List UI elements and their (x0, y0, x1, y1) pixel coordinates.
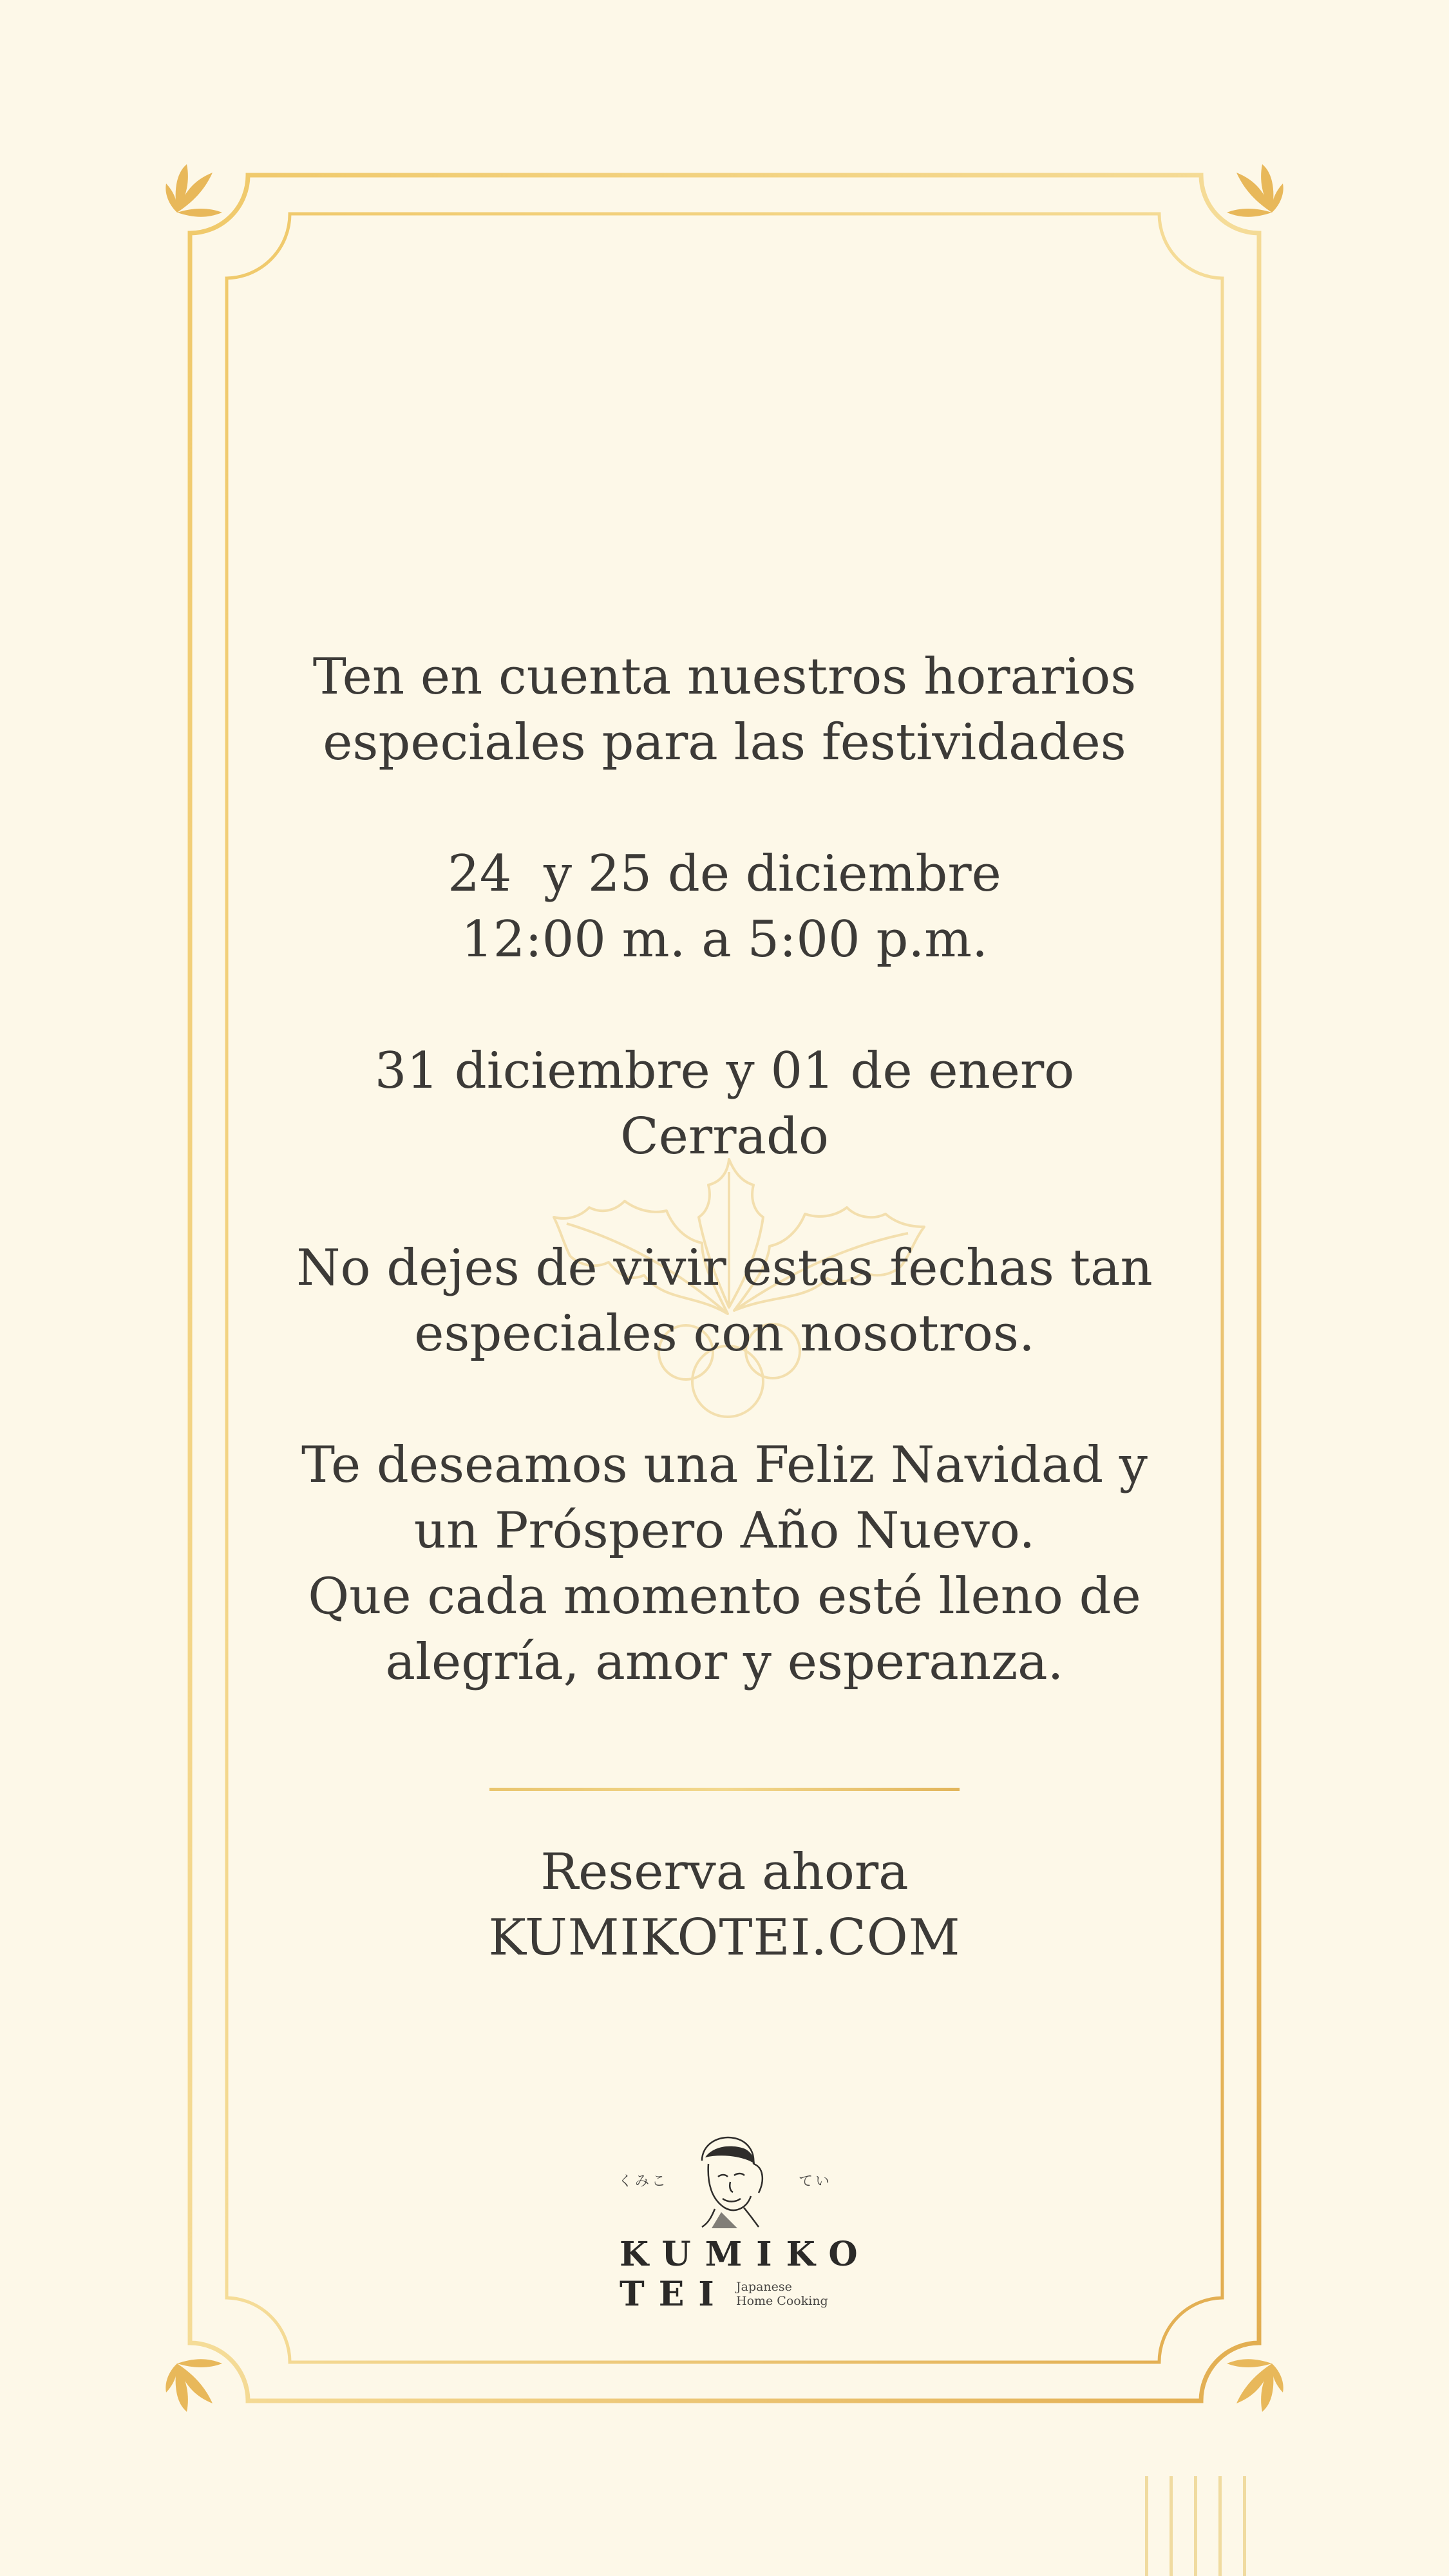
schedule-christmas (274, 841, 1175, 972)
stripe (1218, 2476, 1222, 2576)
schedule-christmas-dates: 24 y 25 de diciembre (448, 845, 1001, 903)
schedule-new-year-status: Cerrado (620, 1108, 829, 1166)
schedule-new-year-dates: 31 diciembre y 01 de enero (374, 1042, 1075, 1100)
gold-divider (489, 1788, 960, 1791)
website-link[interactable]: KUMIKOTEI.COM (488, 1909, 961, 1967)
wishes-line-2: un Próspero Año Nuevo. (413, 1502, 1036, 1560)
logo-name-line-2: TEI (620, 2275, 728, 2314)
intro-line-2: especiales para las festividades (323, 714, 1126, 772)
wishes-line-4: alegría, amor y esperanza. (385, 1633, 1064, 1691)
corner-ornament-bottom-right-icon (1227, 2359, 1283, 2412)
logo-tagline (736, 2280, 828, 2308)
corner-ornament-bottom-left-icon (166, 2359, 222, 2412)
wishes-line-1: Te deseamos una Feliz Navidad y (301, 1436, 1148, 1494)
reservation-cta (274, 1839, 1175, 1971)
schedule-christmas-hours: 12:00 m. a 5:00 p.m. (461, 911, 988, 969)
corner-ornament-top-left-icon (166, 164, 222, 217)
stripe (1194, 2476, 1197, 2576)
wishes-text (274, 1432, 1175, 1695)
invitation-line-1: No dejes de vivir estas fechas tan (296, 1239, 1153, 1297)
stripe (1170, 2476, 1173, 2576)
logo-kana-right: てい (799, 2174, 833, 2190)
schedule-new-year (274, 1038, 1175, 1170)
stripe (1243, 2476, 1246, 2576)
logo-tagline-line-1: Japanese (736, 2280, 792, 2294)
intro-line-1: Ten en cuenta nuestros horarios (312, 648, 1137, 706)
stripe (1145, 2476, 1148, 2576)
chef-portrait-icon (683, 2132, 766, 2228)
invitation-text (274, 1235, 1175, 1367)
logo-kana-left: くみこ (618, 2174, 669, 2190)
announcement-text (274, 644, 1175, 1695)
intro-heading (274, 644, 1175, 775)
logo-tagline-line-2: Home Cooking (736, 2294, 828, 2308)
invitation-line-2: especiales con nosotros. (414, 1305, 1035, 1363)
reserve-now-label: Reserva ahora (540, 1843, 909, 1901)
wishes-line-3: Que cada momento esté lleno de (308, 1567, 1141, 1625)
kumiko-tei-logo (605, 2132, 872, 2325)
logo-name-line-1: KUMIKO (620, 2235, 872, 2274)
decorative-stripes (1145, 2476, 1248, 2576)
corner-ornament-top-right-icon (1227, 164, 1283, 217)
